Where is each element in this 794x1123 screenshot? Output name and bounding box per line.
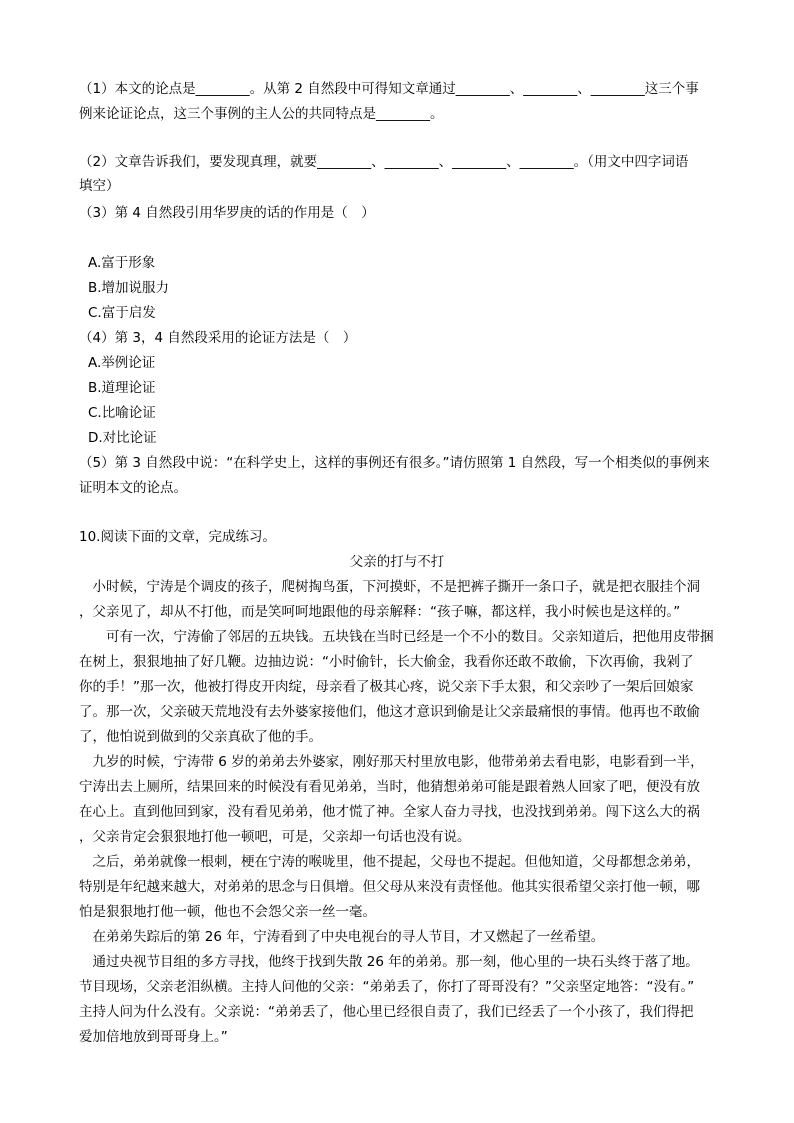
passage-line: 在心上。直到他回到家，没有看见弟弟，他才慌了神。全家人奋力寻找，也没找到弟弟。闯下这么大的祸 — [79, 804, 700, 820]
q9-item2-line2: 填空） — [79, 178, 120, 194]
passage-line: 在树上，狠狠地抽了好几鞭。边抽边说：“小时偷针，长大偷金，我看你还敢不敢偷，下次再偷，我剁了 — [79, 654, 694, 670]
q9-item4-option-d: D.对比论证 — [88, 430, 157, 446]
q9-item3-option-b: B.增加说服力 — [88, 280, 170, 296]
q9-item4-option-a: A.举例论证 — [88, 355, 156, 371]
passage-line: ，父亲肯定会狠狠地打他一顿吧，可是，父亲却一句话也没有说。 — [79, 829, 471, 845]
passage-line: 小时候，宁涛是个调皮的孩子，爬树掏鸟蛋，下河摸虾，不是把裤子撕开一条口子，就是把衣服挂个洞 — [79, 579, 700, 595]
q9-item3-option-c: C.富于启发 — [88, 305, 156, 321]
passage-line: 可有一次，宁涛偷了邻居的五块钱。五块钱在当时已经是一个不小的数目。父亲知道后，把他用皮带捆 — [79, 629, 714, 645]
passage-title: 父亲的打与不打 — [349, 554, 445, 570]
passage-line: 爱加倍地放到哥哥身上。” — [79, 1029, 228, 1045]
passage-line: 了，他怕说到做到的父亲真砍了他的手。 — [79, 729, 322, 745]
passage-line: 通过央视节目组的多方寻找，他终于找到失散 26 年的弟弟。那一刻，他心里的一块石头终于落了地。 — [79, 954, 699, 970]
q9-item3-option-a: A.富于形象 — [88, 255, 156, 271]
passage-line: 主持人问为什么没有。父亲说：“弟弟丢了，他心里已经很自责了，我们已经丢了一个小孩了，我们得把 — [79, 1004, 694, 1020]
passage-line: 了。那一次，父亲破天荒地没有去外婆家接他们，他这才意识到偷是让父亲最痛恨的事情。他再也不敢偷 — [79, 704, 700, 720]
q9-item5-line2: 证明本文的论点。 — [79, 480, 187, 496]
q9-item1-line2: 例来论证论点，这三个事例的主人公的共同特点是________。 — [79, 106, 444, 122]
passage-line: ，父亲见了，却从不打他，而是笑呵呵地跟他的母亲解释：“孩子嘛，都这样，我小时候也是这样的。” — [79, 604, 681, 620]
q9-item3-stem: （3）第 4 自然段引用华罗庚的话的作用是（ ） — [79, 205, 375, 221]
passage-line: 特别是年纪越来越大，对弟弟的思念与日俱增。但父母从来没有责怪他。他其实很希望父亲打他一顿，哪 — [79, 879, 700, 895]
passage-line: 在弟弟失踪后的第 26 年，宁涛看到了中央电视台的寻人节目，才又燃起了一丝希望。 — [79, 929, 605, 945]
passage-line: 九岁的时候，宁涛带 6 岁的弟弟去外婆家，刚好那天村里放电影，他带弟弟去看电影，电影看到一半， — [79, 754, 704, 770]
passage-line: 宁涛出去上厕所，结果回来的时候没有看见弟弟，当时，他猜想弟弟可能是跟着熟人回家了吧，便没有放 — [79, 779, 700, 795]
q10-instruction: 10.阅读下面的文章，完成练习。 — [79, 529, 276, 545]
q9-item5-line1: （5）第 3 自然段中说：“在科学史上，这样的事例还有很多。”请仿照第 1 自然段，写一个相类似的事例来 — [79, 455, 710, 471]
q9-item4-option-b: B.道理论证 — [88, 380, 156, 396]
q9-item2-line1: （2）文章告诉我们，要发现真理，就要________、________、________、________。（用文中四字词语 — [79, 154, 689, 170]
q9-item4-stem: （4）第 3，4 自然段采用的论证方法是（ ） — [79, 330, 357, 346]
q9-item1-line1: （1）本文的论点是________。从第 2 自然段中可得知文章通过________、________、________这三个事 — [79, 81, 699, 97]
passage-line: 你的手！”那一次，他被打得皮开肉绽，母亲看了极其心疼，说父亲下手太狠，和父亲吵了一架后回娘家 — [79, 679, 694, 695]
passage-line: 怕是狠狠地打他一顿，他也不会怨父亲一丝一毫。 — [79, 904, 376, 920]
q9-item4-option-c: C.比喻论证 — [88, 405, 156, 421]
passage-line: 之后，弟弟就像一根刺，梗在宁涛的喉咙里，他不提起，父母也不提起。但他知道，父母都想念弟弟， — [79, 854, 700, 870]
passage-line: 节目现场，父亲老泪纵横。主持人问他的父亲：“弟弟丢了，你打了哥哥没有？”父亲坚定地答：“没有。” — [79, 979, 695, 995]
